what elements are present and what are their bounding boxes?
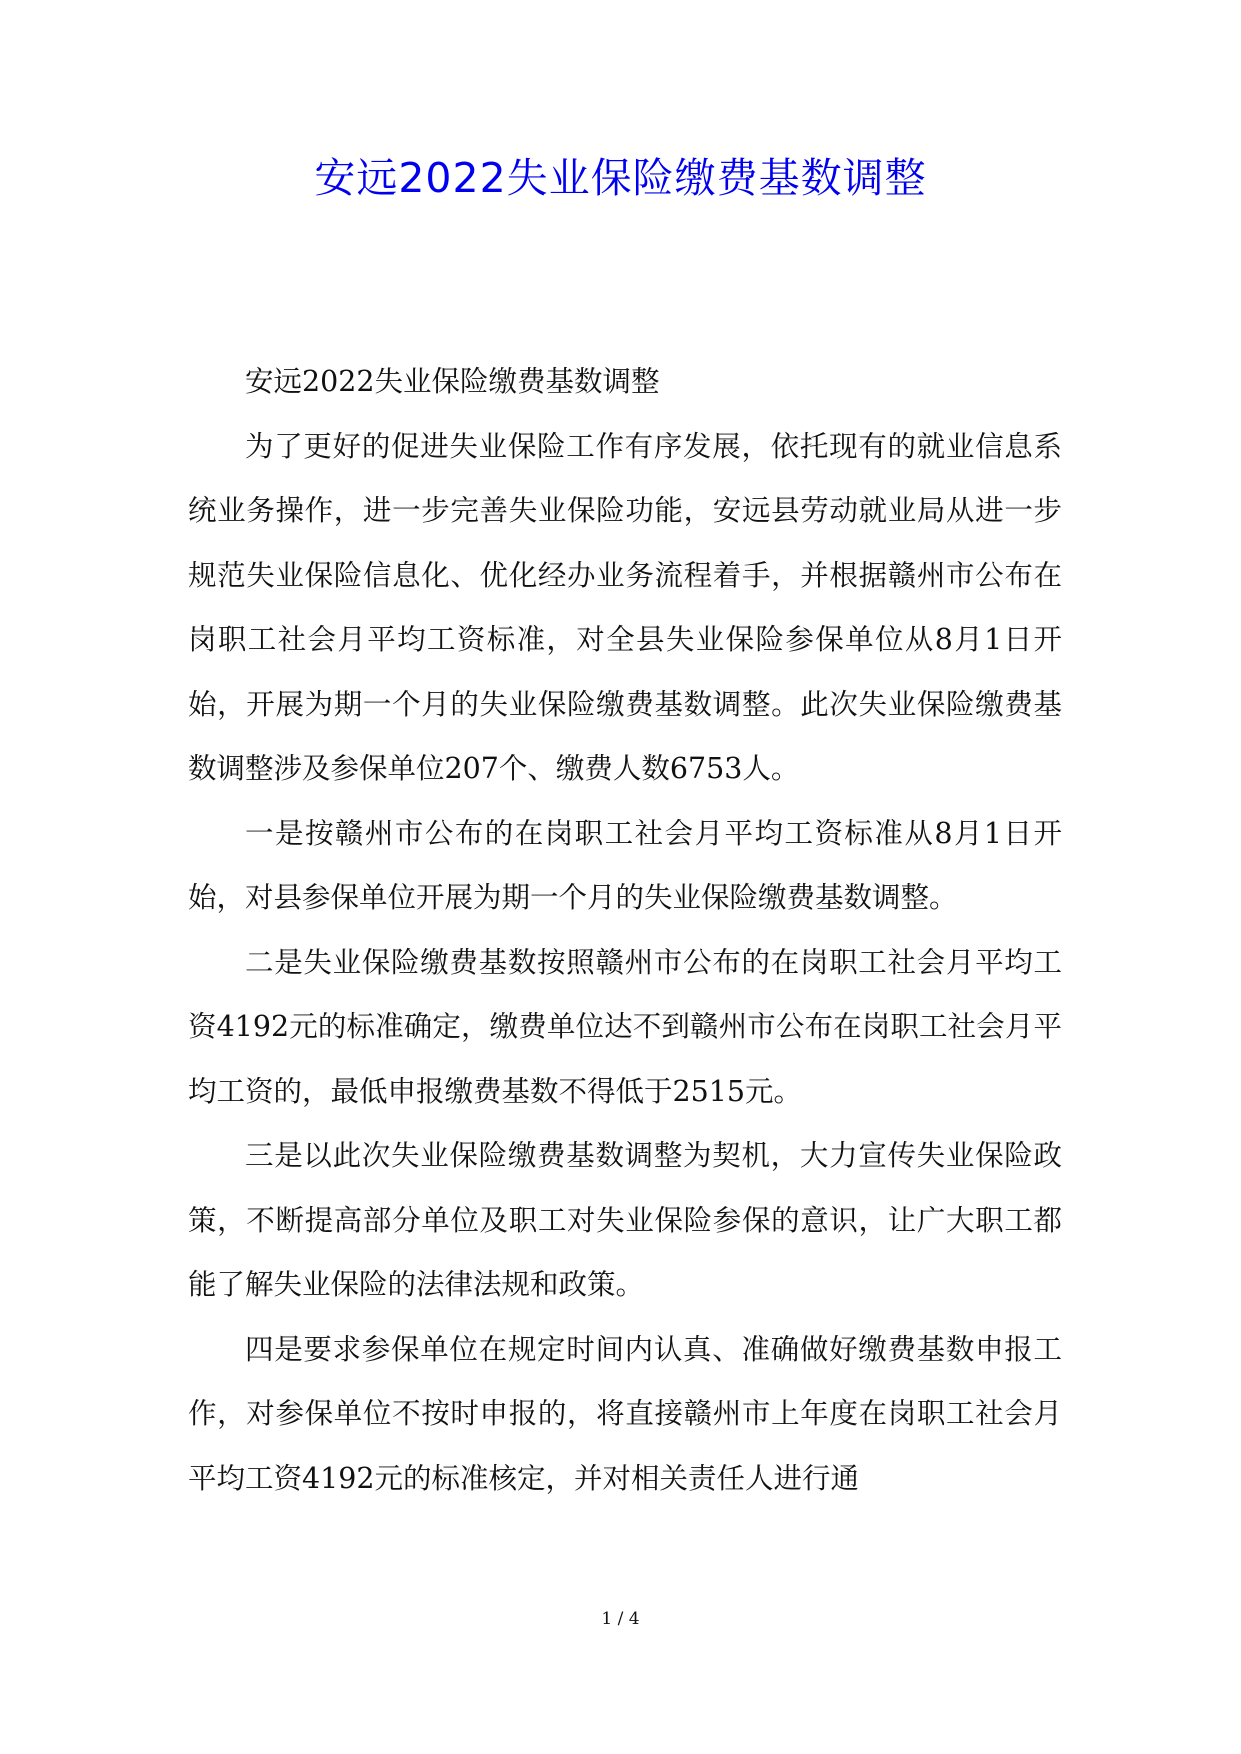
document-body xyxy=(188,350,1062,1511)
paragraph-point-four: 四是要求参保单位在规定时间内认真、准确做好缴费基数申报工作，对参保单位不按时申报的，将直接赣州市上年度在岗职工社会月平均工资4192元的标准核定，并对相关责任人进行通 xyxy=(188,1332,1062,1495)
paragraph-point-three: 三是以此次失业保险缴费基数调整为契机，大力宣传失业保险政策，不断提高部分单位及职工对失业保险参保的意识，让广大职工都能了解失业保险的法律法规和政策。 xyxy=(188,1139,1062,1301)
paragraph-point-two: 二是失业保险缴费基数按照赣州市公布的在岗职工社会月平均工资4192元的标准确定，缴费单位达不到赣州市公布在岗职工社会月平均工资的，最低申报缴费基数不得低于2515元。 xyxy=(188,945,1062,1108)
paragraph-point-one: 一是按赣州市公布的在岗职工社会月平均工资标准从8月1日开始，对县参保单位开展为期一个月的失业保险缴费基数调整。 xyxy=(188,816,1062,914)
page-number: 1 / 4 xyxy=(601,1609,640,1629)
paragraph-intro: 为了更好的促进失业保险工作有序发展，依托现有的就业信息系统业务操作，进一步完善失业保险功能，安远县劳动就业局从进一步规范失业保险信息化、优化经办业务流程着手，并根据赣州市公布在岗职工社会月平均工资标准，对全县失业保险参保单位从8月1日开始，开展为期一个月的失业保险缴费基数调整。此次失业保险缴费基数调整涉及参保单位207个、缴费人数6753人。 xyxy=(188,429,1062,785)
paragraph-heading: 安远2022失业保险缴费基数调整 xyxy=(245,365,660,398)
document-title: 安远2022失业保险缴费基数调整 xyxy=(314,154,927,202)
